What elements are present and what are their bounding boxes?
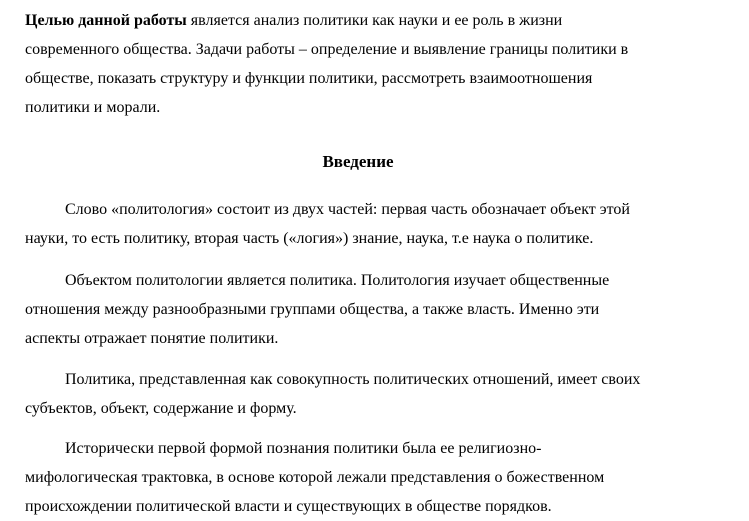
paragraph-4 bbox=[25, 434, 725, 521]
intro-line-3: обществе, показать структуру и функции политики, рассмотреть взаимоотношения bbox=[25, 70, 593, 87]
section-heading: Введение bbox=[322, 152, 394, 171]
intro-line-2: современного общества. Задачи работы – определение и выявление границы политики в bbox=[25, 41, 629, 58]
paragraph-4-line-1: Исторически первой формой познания политики была ее религиозно- bbox=[65, 440, 542, 457]
paragraph-2-line-1: Объектом политологии является политика. Политология изучает общественные bbox=[65, 272, 610, 289]
paragraph-3-line-2: субъектов, объект, содержание и форму. bbox=[25, 400, 297, 417]
paragraph-3 bbox=[25, 365, 725, 423]
intro-paragraph bbox=[25, 6, 725, 122]
paragraph-2-line-2: отношения между разнообразными группами общества, а также власть. Именно эти bbox=[25, 301, 600, 318]
paragraph-1 bbox=[25, 195, 725, 253]
intro-line-4: политики и морали. bbox=[25, 99, 161, 116]
paragraph-4-line-2: мифологическая трактовка, в основе которой лежали представления о божественном bbox=[25, 469, 605, 486]
paragraph-4-line-3: происхождении политической власти и существующих в обществе порядков. bbox=[25, 498, 552, 515]
paragraph-1-line-1: Слово «политология» состоит из двух частей: первая часть обозначает объект этой bbox=[65, 201, 630, 218]
paragraph-1-line-2: науки, то есть политику, вторая часть («логия») знание, наука, т.е наука о политике. bbox=[25, 230, 594, 247]
intro-line-1 bbox=[25, 6, 725, 35]
paragraph-2 bbox=[25, 266, 725, 353]
paragraph-2-line-3: аспекты отражает понятие политики. bbox=[25, 330, 279, 347]
intro-line-1-rest: является анализ политики как науки и ее роль в жизни bbox=[186, 12, 563, 29]
paragraph-3-line-1: Политика, представленная как совокупность политических отношений, имеет своих bbox=[65, 371, 641, 388]
intro-lead-bold: Целью данной работы bbox=[25, 12, 187, 29]
